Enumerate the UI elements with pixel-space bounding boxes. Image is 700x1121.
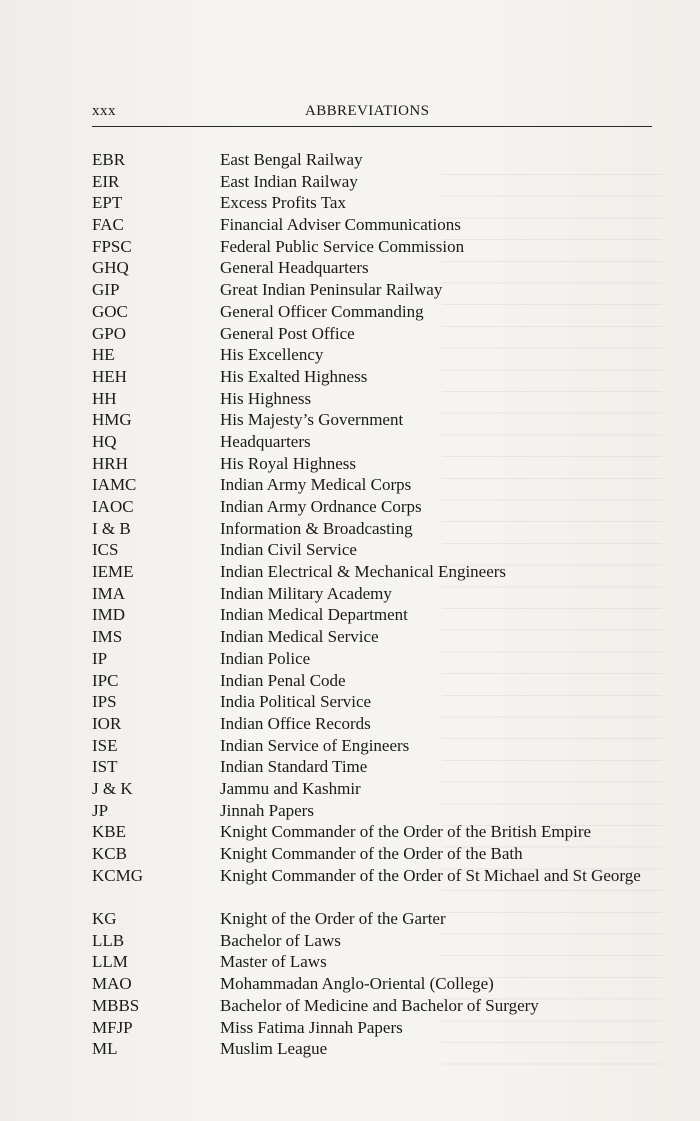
abbreviation-entry <box>90 192 650 214</box>
abbreviation-entry <box>90 713 650 735</box>
abbreviation-entry <box>90 973 650 995</box>
abbreviation-term: EBR <box>92 150 126 169</box>
abbreviation-entry <box>90 561 650 583</box>
abbreviation-entry <box>90 257 650 279</box>
abbreviation-entry <box>90 995 650 1017</box>
abbreviation-entry <box>90 930 650 952</box>
abbreviation-term: JP <box>92 800 109 820</box>
abbreviation-definition: Information & Broadcasting <box>220 518 413 538</box>
abbreviation-entry <box>90 453 650 475</box>
abbreviation-entry <box>90 388 650 410</box>
abbreviation-definition: Jinnah Papers <box>220 800 314 820</box>
abbreviation-definition: Knight Commander of the Order of St Michael and St George <box>220 865 641 885</box>
abbreviation-entry <box>90 1017 650 1039</box>
abbreviation-list <box>90 149 650 1060</box>
abbreviation-term: IAMC <box>92 475 137 495</box>
abbreviation-entry <box>90 908 650 930</box>
abbreviation-term: ICS <box>92 540 119 560</box>
abbreviation-term: LLM <box>92 952 128 972</box>
abbreviation-definition: Indian Penal Code <box>220 670 346 690</box>
abbreviation-definition: Miss Fatima Jinnah Papers <box>220 1017 403 1037</box>
abbreviation-entry <box>90 865 650 908</box>
abbreviation-definition: Knight Commander of the Order of the British Empire <box>220 822 592 842</box>
abbreviation-term: IST <box>92 757 118 777</box>
abbreviation-entry <box>90 1038 650 1060</box>
abbreviation-definition: Great Indian Peninsular Railway <box>220 280 443 300</box>
abbreviation-term: HE <box>92 345 115 365</box>
abbreviation-definition: Master of Laws <box>220 952 327 972</box>
abbreviation-entry <box>90 323 650 345</box>
abbreviation-term: IMD <box>92 605 126 625</box>
abbreviation-term: IMS <box>92 627 123 647</box>
abbreviation-definition: Jammu and Kashmir <box>220 778 361 798</box>
abbreviation-entry <box>90 496 650 518</box>
abbreviation-entry <box>90 778 650 800</box>
abbreviation-definition: Indian Medical Department <box>220 605 408 625</box>
abbreviation-term: EPT <box>92 193 123 213</box>
abbreviation-definition: Indian Military Academy <box>220 583 392 603</box>
abbreviation-entry <box>90 171 650 193</box>
abbreviation-term: I & B <box>92 518 131 538</box>
page-number: xxx <box>92 103 116 119</box>
abbreviation-entry <box>90 821 650 843</box>
abbreviation-term: IPC <box>92 670 119 690</box>
abbreviation-term: GIP <box>92 280 120 300</box>
abbreviation-entry <box>90 670 650 692</box>
abbreviation-definition: Financial Adviser Communications <box>220 215 461 235</box>
abbreviation-definition: Indian Medical Service <box>220 627 379 647</box>
abbreviation-term: GOC <box>92 301 128 321</box>
abbreviation-term: IP <box>92 648 108 668</box>
abbreviation-term: ML <box>92 1039 118 1059</box>
abbreviation-entry <box>90 301 650 323</box>
abbreviation-definition: Excess Profits Tax <box>220 193 346 213</box>
abbreviation-term: GPO <box>92 323 127 343</box>
abbreviation-definition: Knight of the Order of the Garter <box>220 909 446 929</box>
abbreviation-definition: Indian Army Ordnance Corps <box>220 497 422 516</box>
abbreviation-term: HH <box>92 388 117 408</box>
page-header <box>92 102 652 127</box>
abbreviation-term: KBE <box>92 822 126 842</box>
abbreviation-term: FAC <box>92 215 124 235</box>
abbreviation-term: GHQ <box>92 258 129 278</box>
abbreviation-entry <box>90 518 650 540</box>
abbreviation-entry <box>90 236 650 258</box>
abbreviation-definition: Indian Electrical & Mechanical Engineers <box>220 562 507 582</box>
abbreviation-entry <box>90 474 650 496</box>
abbreviation-entry <box>90 756 650 778</box>
abbreviation-definition: General Officer Commanding <box>220 301 424 321</box>
abbreviation-definition: His Royal Highness <box>220 453 356 473</box>
abbreviation-term: FPSC <box>92 236 132 256</box>
abbreviation-term: HQ <box>92 431 117 451</box>
abbreviation-term: MBBS <box>92 995 140 1015</box>
abbreviation-definition: Indian Standard Time <box>220 757 368 777</box>
abbreviation-entry <box>90 800 650 822</box>
abbreviation-term: KG <box>92 909 117 929</box>
abbreviation-entry <box>90 279 650 301</box>
abbreviation-entry <box>90 951 650 973</box>
abbreviation-definition: General Post Office <box>220 323 355 343</box>
abbreviation-term: EIR <box>92 171 120 191</box>
abbreviation-definition: Bachelor of Medicine and Bachelor of Surgery <box>220 995 539 1015</box>
abbreviation-definition: Indian Office Records <box>220 713 371 733</box>
abbreviation-definition: General Headquarters <box>220 258 369 278</box>
abbreviation-term: MAO <box>92 974 132 994</box>
abbreviation-term: HRH <box>92 453 128 473</box>
abbreviation-definition: His Excellency <box>220 345 324 365</box>
abbreviation-definition: Indian Service of Engineers <box>220 735 410 755</box>
abbreviation-entry <box>90 583 650 605</box>
abbreviation-definition: Indian Police <box>220 648 311 668</box>
abbreviation-definition: East Bengal Railway <box>220 150 363 169</box>
abbreviation-definition: Mohammadan Anglo-Oriental (College) <box>220 974 494 994</box>
abbreviation-entry <box>90 843 650 865</box>
abbreviation-entry <box>90 539 650 561</box>
abbreviation-term: KCB <box>92 844 127 863</box>
abbreviation-term: LLB <box>92 930 125 950</box>
abbreviation-definition: Bachelor of Laws <box>220 930 341 950</box>
abbreviation-entry <box>90 604 650 626</box>
abbreviation-definition: His Exalted Highness <box>220 366 368 386</box>
abbreviation-entry <box>90 431 650 453</box>
abbreviation-definition: Indian Army Medical Corps <box>220 475 412 495</box>
abbreviation-definition: Knight Commander of the Order of the Bath <box>220 844 523 863</box>
abbreviation-term: IMA <box>92 583 126 603</box>
abbreviation-entry <box>90 409 650 431</box>
abbreviation-term: KCMG <box>92 865 144 885</box>
abbreviation-term: IAOC <box>92 497 134 516</box>
abbreviation-term: IPS <box>92 692 117 712</box>
abbreviation-definition: Muslim League <box>220 1039 328 1059</box>
abbreviation-term: J & K <box>92 778 133 798</box>
abbreviation-entry <box>90 344 650 366</box>
abbreviation-definition: East Indian Railway <box>220 171 358 191</box>
abbreviation-entry <box>90 691 650 713</box>
abbreviation-term: MFJP <box>92 1017 133 1037</box>
running-head: ABBREVIATIONS <box>305 103 430 119</box>
abbreviation-term: HEH <box>92 366 127 386</box>
abbreviation-definition: India Political Service <box>220 692 372 712</box>
abbreviation-definition: His Majesty’s Government <box>220 410 404 430</box>
abbreviation-term: HMG <box>92 410 132 430</box>
abbreviation-entry <box>90 626 650 648</box>
abbreviation-definition: Indian Civil Service <box>220 540 357 560</box>
abbreviation-entry <box>90 735 650 757</box>
abbreviation-entry <box>90 648 650 670</box>
abbreviation-term: IEME <box>92 562 134 582</box>
abbreviation-definition: His Highness <box>220 388 312 408</box>
abbreviation-entry <box>90 149 650 171</box>
abbreviation-term: IOR <box>92 713 122 733</box>
abbreviation-definition: Headquarters <box>220 431 311 451</box>
abbreviation-entry <box>90 366 650 388</box>
abbreviation-entry <box>90 214 650 236</box>
abbreviation-definition: Federal Public Service Commission <box>220 236 465 256</box>
abbreviation-term: ISE <box>92 735 118 755</box>
